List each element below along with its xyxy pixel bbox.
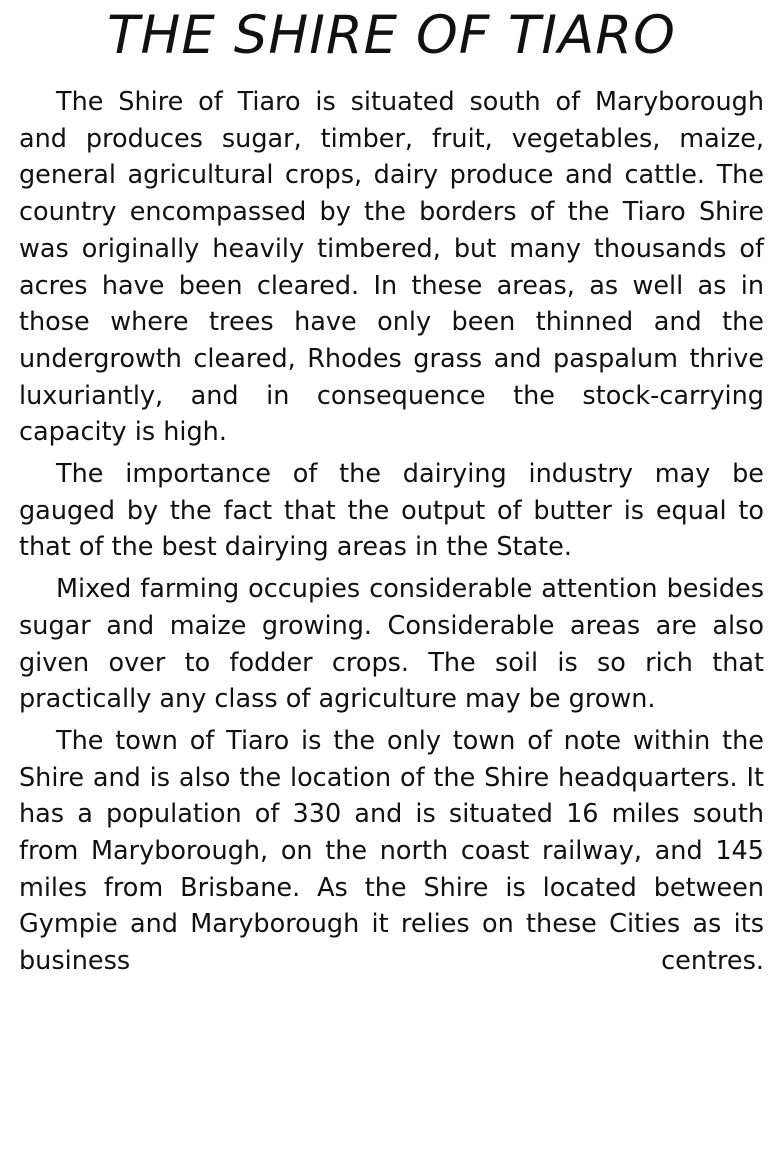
article-paragraph: The town of Tiaro is the only town of note within the Shire and is also the location of the Shire headquarters. It has a population of 330 and is situated 16 miles south from Maryborough, on the north coast railway, and 145 miles from Brisbane. As the Shire is located between Gympie and Maryborough it relies on these Cities as its business centres. bbox=[19, 725, 764, 977]
article-paragraph: The importance of the dairying industry may be gauged by the fact that the output of butter is equal to that of the best dairying areas in the State. bbox=[19, 459, 764, 563]
article-paragraph: Mixed farming occupies considerable attention besides sugar and maize growing. Considerable areas are also given over to fodder crops. The soil is so rich that practically any class of agriculture may be grown. bbox=[19, 574, 764, 715]
article-title: THE SHIRE OF TIARO bbox=[107, 5, 676, 66]
article-paragraph: The Shire of Tiaro is situated south of Maryborough and produces sugar, timber, fruit, vegetables, maize, general agricultural crops, dairy produce and cattle. The country encompassed by the borders of the Tiaro Shire was originally heavily timbered, but many thousands of acres have been cleared. In these areas, as well as in those where trees have only been thinned and the undergrowth cleared, Rhodes grass and paspalum thrive luxuriantly, and in consequence the stock-carrying capacity is high. bbox=[19, 87, 764, 448]
